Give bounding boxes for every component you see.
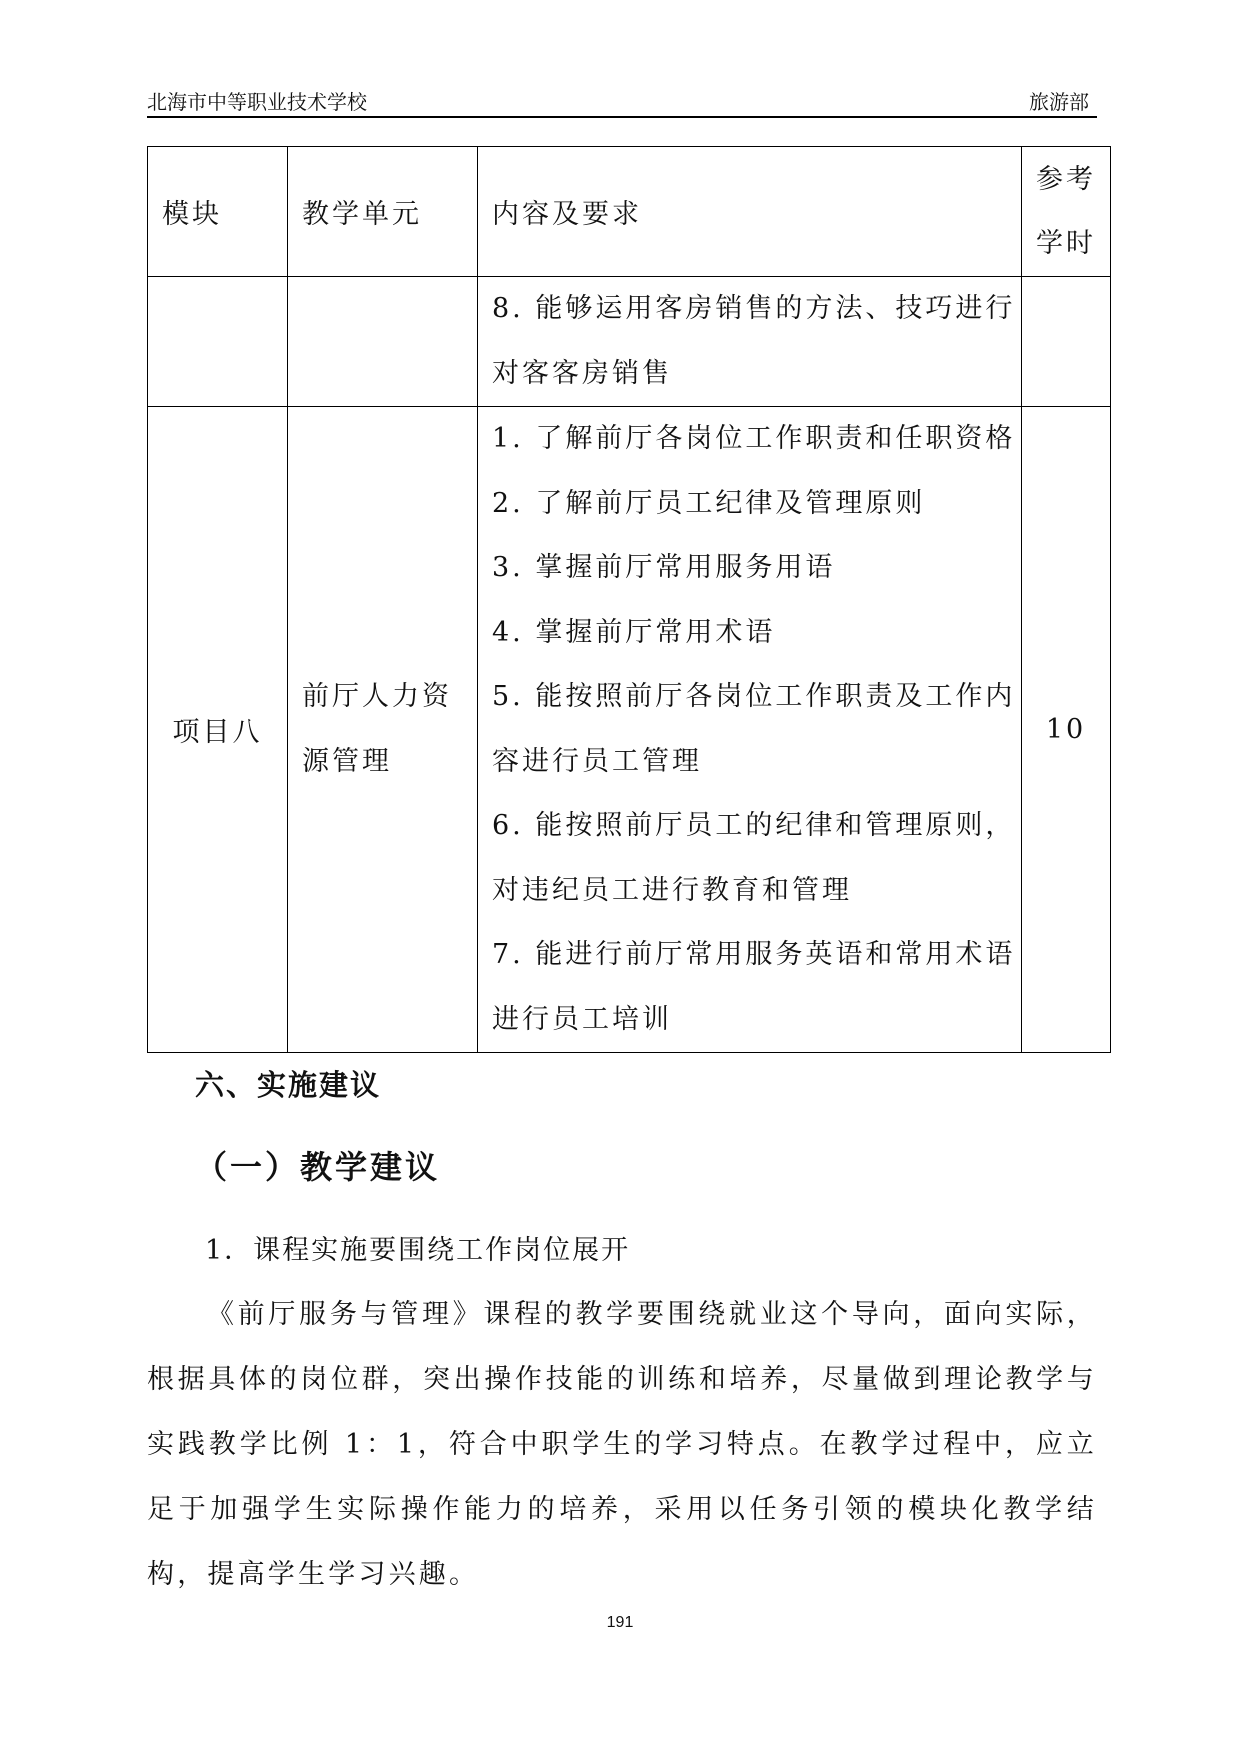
table-row bbox=[148, 277, 1111, 407]
header-content: 内容及要求 bbox=[478, 147, 1022, 277]
header-module: 模块 bbox=[148, 147, 288, 277]
empty-module-cell bbox=[148, 277, 288, 407]
course-table bbox=[147, 146, 1111, 1053]
content-line: 8. 能够运用客房销售的方法、技巧进行 bbox=[492, 293, 1016, 324]
table-row bbox=[148, 407, 1111, 1053]
unit-line: 前厅人力资 bbox=[302, 681, 452, 712]
content-line: 5. 能按照前厅各岗位工作职责及工作内 bbox=[492, 681, 1016, 712]
page-number: 191 bbox=[606, 1614, 634, 1631]
subsection-title: （一）教学建议 bbox=[195, 1148, 441, 1186]
content-line: 对客客房销售 bbox=[492, 357, 672, 389]
content-line: 7. 能进行前厅常用服务英语和常用术语 bbox=[492, 939, 1016, 970]
content-line: 1. 了解前厅各岗位工作职责和任职资格 bbox=[492, 423, 1016, 454]
content-line: 4. 掌握前厅常用术语 bbox=[492, 616, 776, 648]
page-header bbox=[147, 86, 1097, 118]
unit-cell bbox=[288, 407, 478, 1053]
section-title: 六、实施建议 bbox=[195, 1068, 382, 1102]
content-line: 进行员工培训 bbox=[492, 1003, 672, 1035]
department-name: 旅游部 bbox=[1029, 90, 1089, 114]
content-line: 3. 掌握前厅常用服务用语 bbox=[492, 552, 836, 583]
school-name: 北海市中等职业技术学校 bbox=[147, 90, 367, 114]
header-hours-line1: 参考 bbox=[1036, 163, 1096, 195]
content-cell bbox=[478, 277, 1022, 407]
content-line: 容进行员工管理 bbox=[492, 745, 702, 777]
empty-unit-cell bbox=[288, 277, 478, 407]
content-line: 6. 能按照前厅员工的纪律和管理原则， bbox=[492, 810, 1016, 841]
module-cell: 项目八 bbox=[148, 407, 288, 1053]
table-header-row bbox=[148, 147, 1111, 277]
header-hours-line2: 学时 bbox=[1036, 227, 1096, 259]
empty-hours-cell bbox=[1022, 277, 1111, 407]
body-paragraph: 《前厅服务与管理》课程的教学要围绕就业这个导向，面向实际，根据具体的岗位群，突出操作技能的训练和培养，尽量做到理论教学与实践教学比例 1：1，符合中职学生的学习特点。在教学过程中，应立足于加强学生实际操作能力的培养，采用以任务引领的模块化教学结构，提高学生学习兴趣。 bbox=[147, 1299, 1097, 1590]
header-hours bbox=[1022, 147, 1111, 277]
header-unit: 教学单元 bbox=[288, 147, 478, 277]
hours-cell: 10 bbox=[1022, 407, 1111, 1053]
unit-line: 源管理 bbox=[302, 745, 392, 777]
numbered-heading: 1．课程实施要围绕工作岗位展开 bbox=[205, 1235, 631, 1266]
content-cell bbox=[478, 407, 1022, 1053]
content-line: 2. 了解前厅员工纪律及管理原则 bbox=[492, 487, 926, 519]
content-line: 对违纪员工进行教育和管理 bbox=[492, 874, 852, 906]
